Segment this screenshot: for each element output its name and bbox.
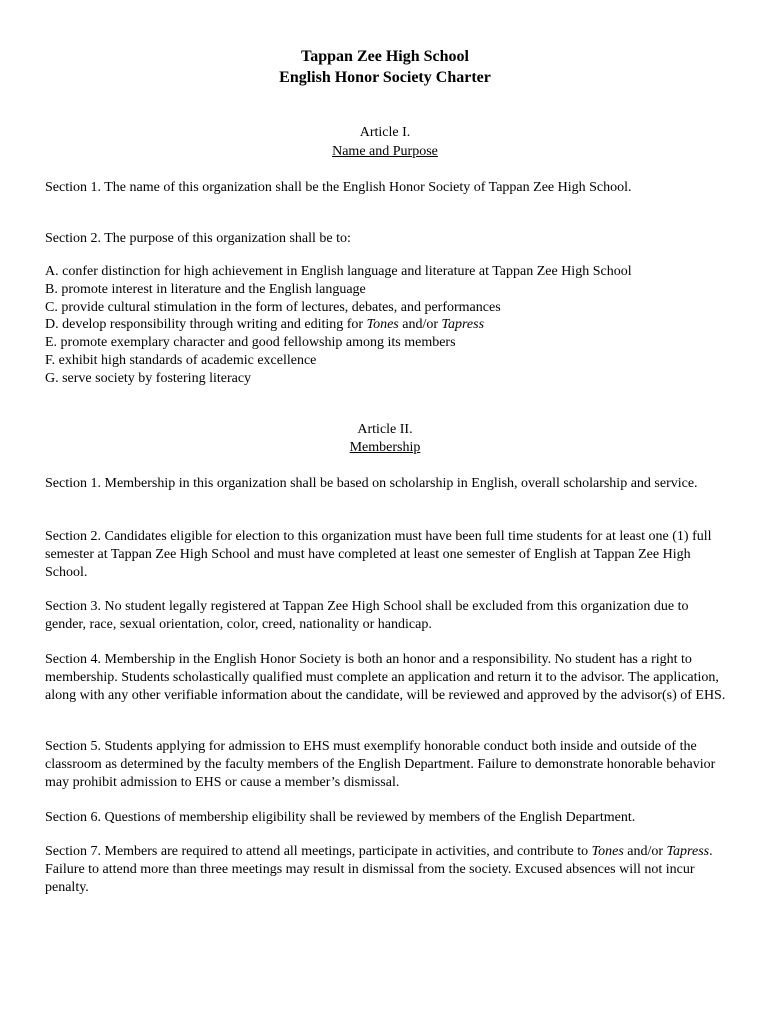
purpose-item-c: C. provide cultural stimulation in the form of lectures, debates, and performances — [45, 299, 501, 315]
article2-section6: Section 6. Questions of membership eligibility shall be reviewed by members of the English Department. — [45, 810, 636, 825]
article2-section4: Section 4. Membership in the English Honor Society is both an honor and a responsibility. No student has a right to membership. Students scholastically qualified must complete an application and return it to the advisor. The application, along with any other verifiable information about the candidate, will be reviewed and approved by the advisor(s) of EHS. — [45, 652, 726, 703]
purpose-item-d-conj: and/or — [398, 317, 442, 333]
article1-section2: Section 2. The purpose of this organization shall be to: — [45, 231, 351, 246]
article2-section3: Section 3. No student legally registered at Tappan Zee High School shall be excluded from this organization due to gender, race, sexual orientation, color, creed, nationality or handicap. — [45, 599, 689, 632]
article2-section2: Section 2. Candidates eligible for election to this organization must have been full time students for at least one (1) full semester at Tappan Zee High School and must have completed at least one semester of English at Tappan Zee High School. — [45, 529, 712, 580]
article1-subheading — [0, 144, 770, 160]
article1-subheading-text: Name and Purpose — [332, 144, 438, 159]
purpose-item-d — [45, 316, 735, 334]
publication-tones: Tones — [591, 844, 624, 859]
purpose-item-b: B. promote interest in literature and the English language — [45, 281, 366, 297]
article2-section1: Section 1. Membership in this organization shall be based on scholarship in English, overall scholarship and service. — [45, 476, 698, 491]
school-name: Tappan Zee High School — [301, 48, 469, 65]
article2-subheading-text: Membership — [349, 440, 421, 455]
section7-text: Section 7. Members are required to attend all meetings, participate in activities, and contribute to — [45, 844, 592, 859]
publication-tapress: Tapress — [666, 844, 710, 859]
article2-heading: Article II. — [357, 422, 413, 437]
purpose-item-a: A. confer distinction for high achievement in English language and literature at Tappan Zee High School — [45, 264, 632, 279]
purpose-list — [45, 263, 735, 388]
section7-text-end: . Failure to attend more than three meetings may result in dismissal from the society. Excused absences will not incur penalty. — [45, 844, 713, 895]
purpose-item-e: E. promote exemplary character and good fellowship among its members — [45, 335, 456, 351]
document-title: English Honor Society Charter — [279, 69, 491, 86]
article2-section7 — [45, 843, 730, 897]
article2-section5: Section 5. Students applying for admission to EHS must exemplify honorable conduct both inside and outside of the classroom as determined by the faculty members of the English Department. Failure to demonstrate honorable behavior may prohibit admission to EHS or cause a member’s dismissal. — [45, 739, 716, 790]
purpose-item-d-text: D. develop responsibility through writing and editing for — [45, 317, 367, 333]
article2-subheading — [0, 440, 770, 456]
section7-conj: and/or — [623, 844, 667, 859]
publication-tones: Tones — [366, 317, 399, 333]
purpose-item-g: G. serve society by fostering literacy — [45, 370, 252, 386]
article1-section1: Section 1. The name of this organization shall be the English Honor Society of Tappan Zee High School. — [45, 180, 632, 195]
publication-tapress: Tapress — [441, 317, 485, 333]
article1-heading: Article I. — [359, 125, 411, 140]
purpose-item-f: F. exhibit high standards of academic excellence — [45, 352, 317, 368]
